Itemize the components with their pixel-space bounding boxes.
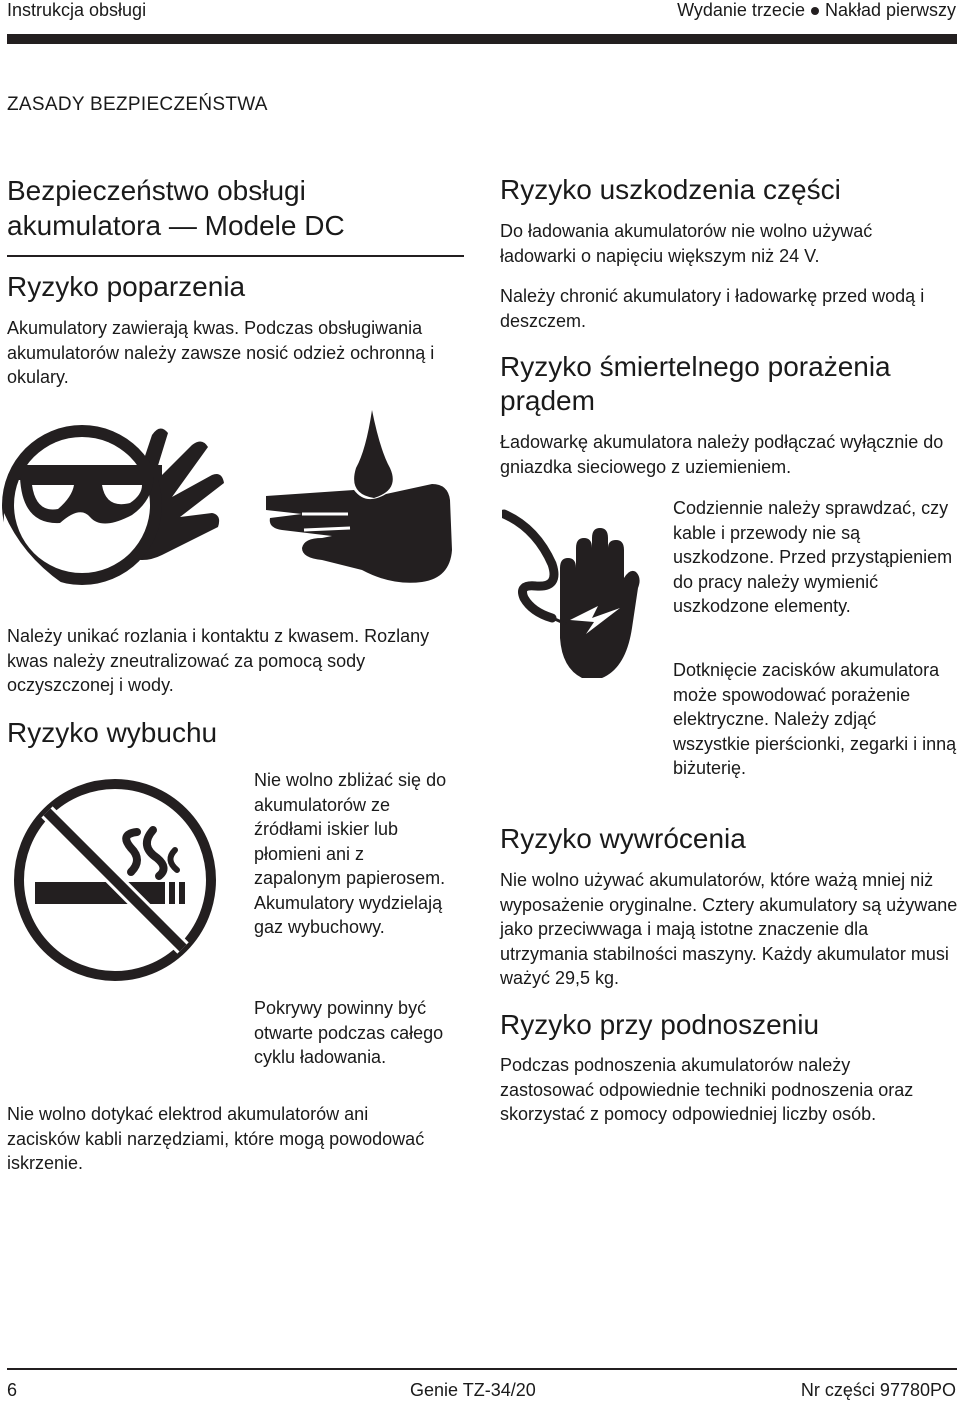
heading-electrocution: Ryzyko śmiertelnego porażenia prądem	[500, 351, 891, 416]
explosion-paragraph-1: Nie wolno zbliżać się do akumulatorów ze źródłami iskier lub płomieni ani z zapalonym papierosem. Akumulatory wydzielają gaz wybuchowy.	[254, 770, 447, 937]
header-manual-title: Instrukcja obsługi	[7, 0, 147, 20]
explosion-paragraph-3: Nie wolno dotykać elektrod akumulatorów ani zacisków kabli narzędziami, które mogą powodować iskrzenie.	[7, 1104, 425, 1173]
electric-shock-hand-icon	[502, 508, 662, 688]
shock-paragraph-2: Codziennie należy sprawdzać, czy kable i przewody nie są uszkodzone. Przed przystąpieniem do pracy należy wymienić uszkodzone elementy.	[673, 498, 953, 616]
section-title: ZASADY BEZPIECZEŃSTWA	[7, 94, 268, 115]
lifting-paragraph-1: Podczas podnoszenia akumulatorów należy zastosować odpowiednie techniki podnoszenia oraz skorzystać z pomocy odpowiedniej liczby osób.	[500, 1055, 914, 1124]
heading-burn-hazard: Ryzyko poparzenia	[7, 271, 246, 302]
parts-paragraph-1: Do ładowania akumulatorów nie wolno używać ładowarki o napięciu większym niż 24 V.	[500, 221, 873, 266]
heading-tip-over: Ryzyko wywrócenia	[500, 823, 746, 854]
parts-paragraph-2: Należy chronić akumulatory i ładowarkę przed wodą i deszczem.	[500, 286, 925, 331]
heading-lifting: Ryzyko przy podnoszeniu	[500, 1009, 820, 1040]
no-smoking-icon	[7, 774, 227, 986]
heading-parts-damage: Ryzyko uszkodzenia części	[500, 174, 841, 205]
footer-rule	[7, 1368, 957, 1370]
bullet-icon	[811, 7, 819, 15]
burn-paragraph-1: Akumulatory zawierają kwas. Podczas obsługiwania akumulatorów należy zawsze nosić odzież ochronną i okulary.	[7, 318, 435, 387]
shock-paragraph-1: Ładowarkę akumulatora należy podłączać wyłącznie do gniazdka sieciowego z uziemieniem.	[500, 432, 944, 477]
header-edition-label: Wydanie trzecie	[677, 0, 805, 20]
page-number: 6	[7, 1380, 18, 1400]
title-rule	[7, 255, 464, 257]
header-edition	[677, 0, 956, 21]
header-printing-label: Nakład pierwszy	[824, 0, 956, 20]
heading-explosion-hazard: Ryzyko wybuchu	[7, 717, 218, 748]
acid-drop-hand-icon	[262, 410, 462, 610]
burn-paragraph-2: Należy unikać rozlania i kontaktu z kwasem. Rozlany kwas należy zneutralizować za pomocą sody oczyszczonej i wody.	[7, 626, 430, 695]
explosion-paragraph-2: Pokrywy powinny być otwarte podczas całego cyklu ładowania.	[254, 998, 444, 1067]
page-title: Bezpieczeństwo obsługi akumulatora — Modele DC	[7, 175, 345, 241]
shock-paragraph-3: Dotknięcie zacisków akumulatora może spowodować porażenie elektryczne. Należy zdjąć wszystkie pierścionki, zegarki i inną biżuterię.	[673, 660, 957, 778]
header-rule	[7, 34, 957, 44]
footer-part-number: Nr części 97780PO	[800, 1380, 956, 1400]
tipover-paragraph-1: Nie wolno używać akumulatorów, które ważą mniej niż wyposażenie oryginalne. Cztery akumulatory są używane jako przeciwwaga i mają istotne znaczenie dla utrzymania stabilności maszyny. Każdy akumulator musi ważyć 29,5 kg.	[500, 870, 958, 988]
goggles-hand-icon	[2, 405, 232, 605]
footer-model: Genie TZ-34/20	[410, 1380, 536, 1400]
